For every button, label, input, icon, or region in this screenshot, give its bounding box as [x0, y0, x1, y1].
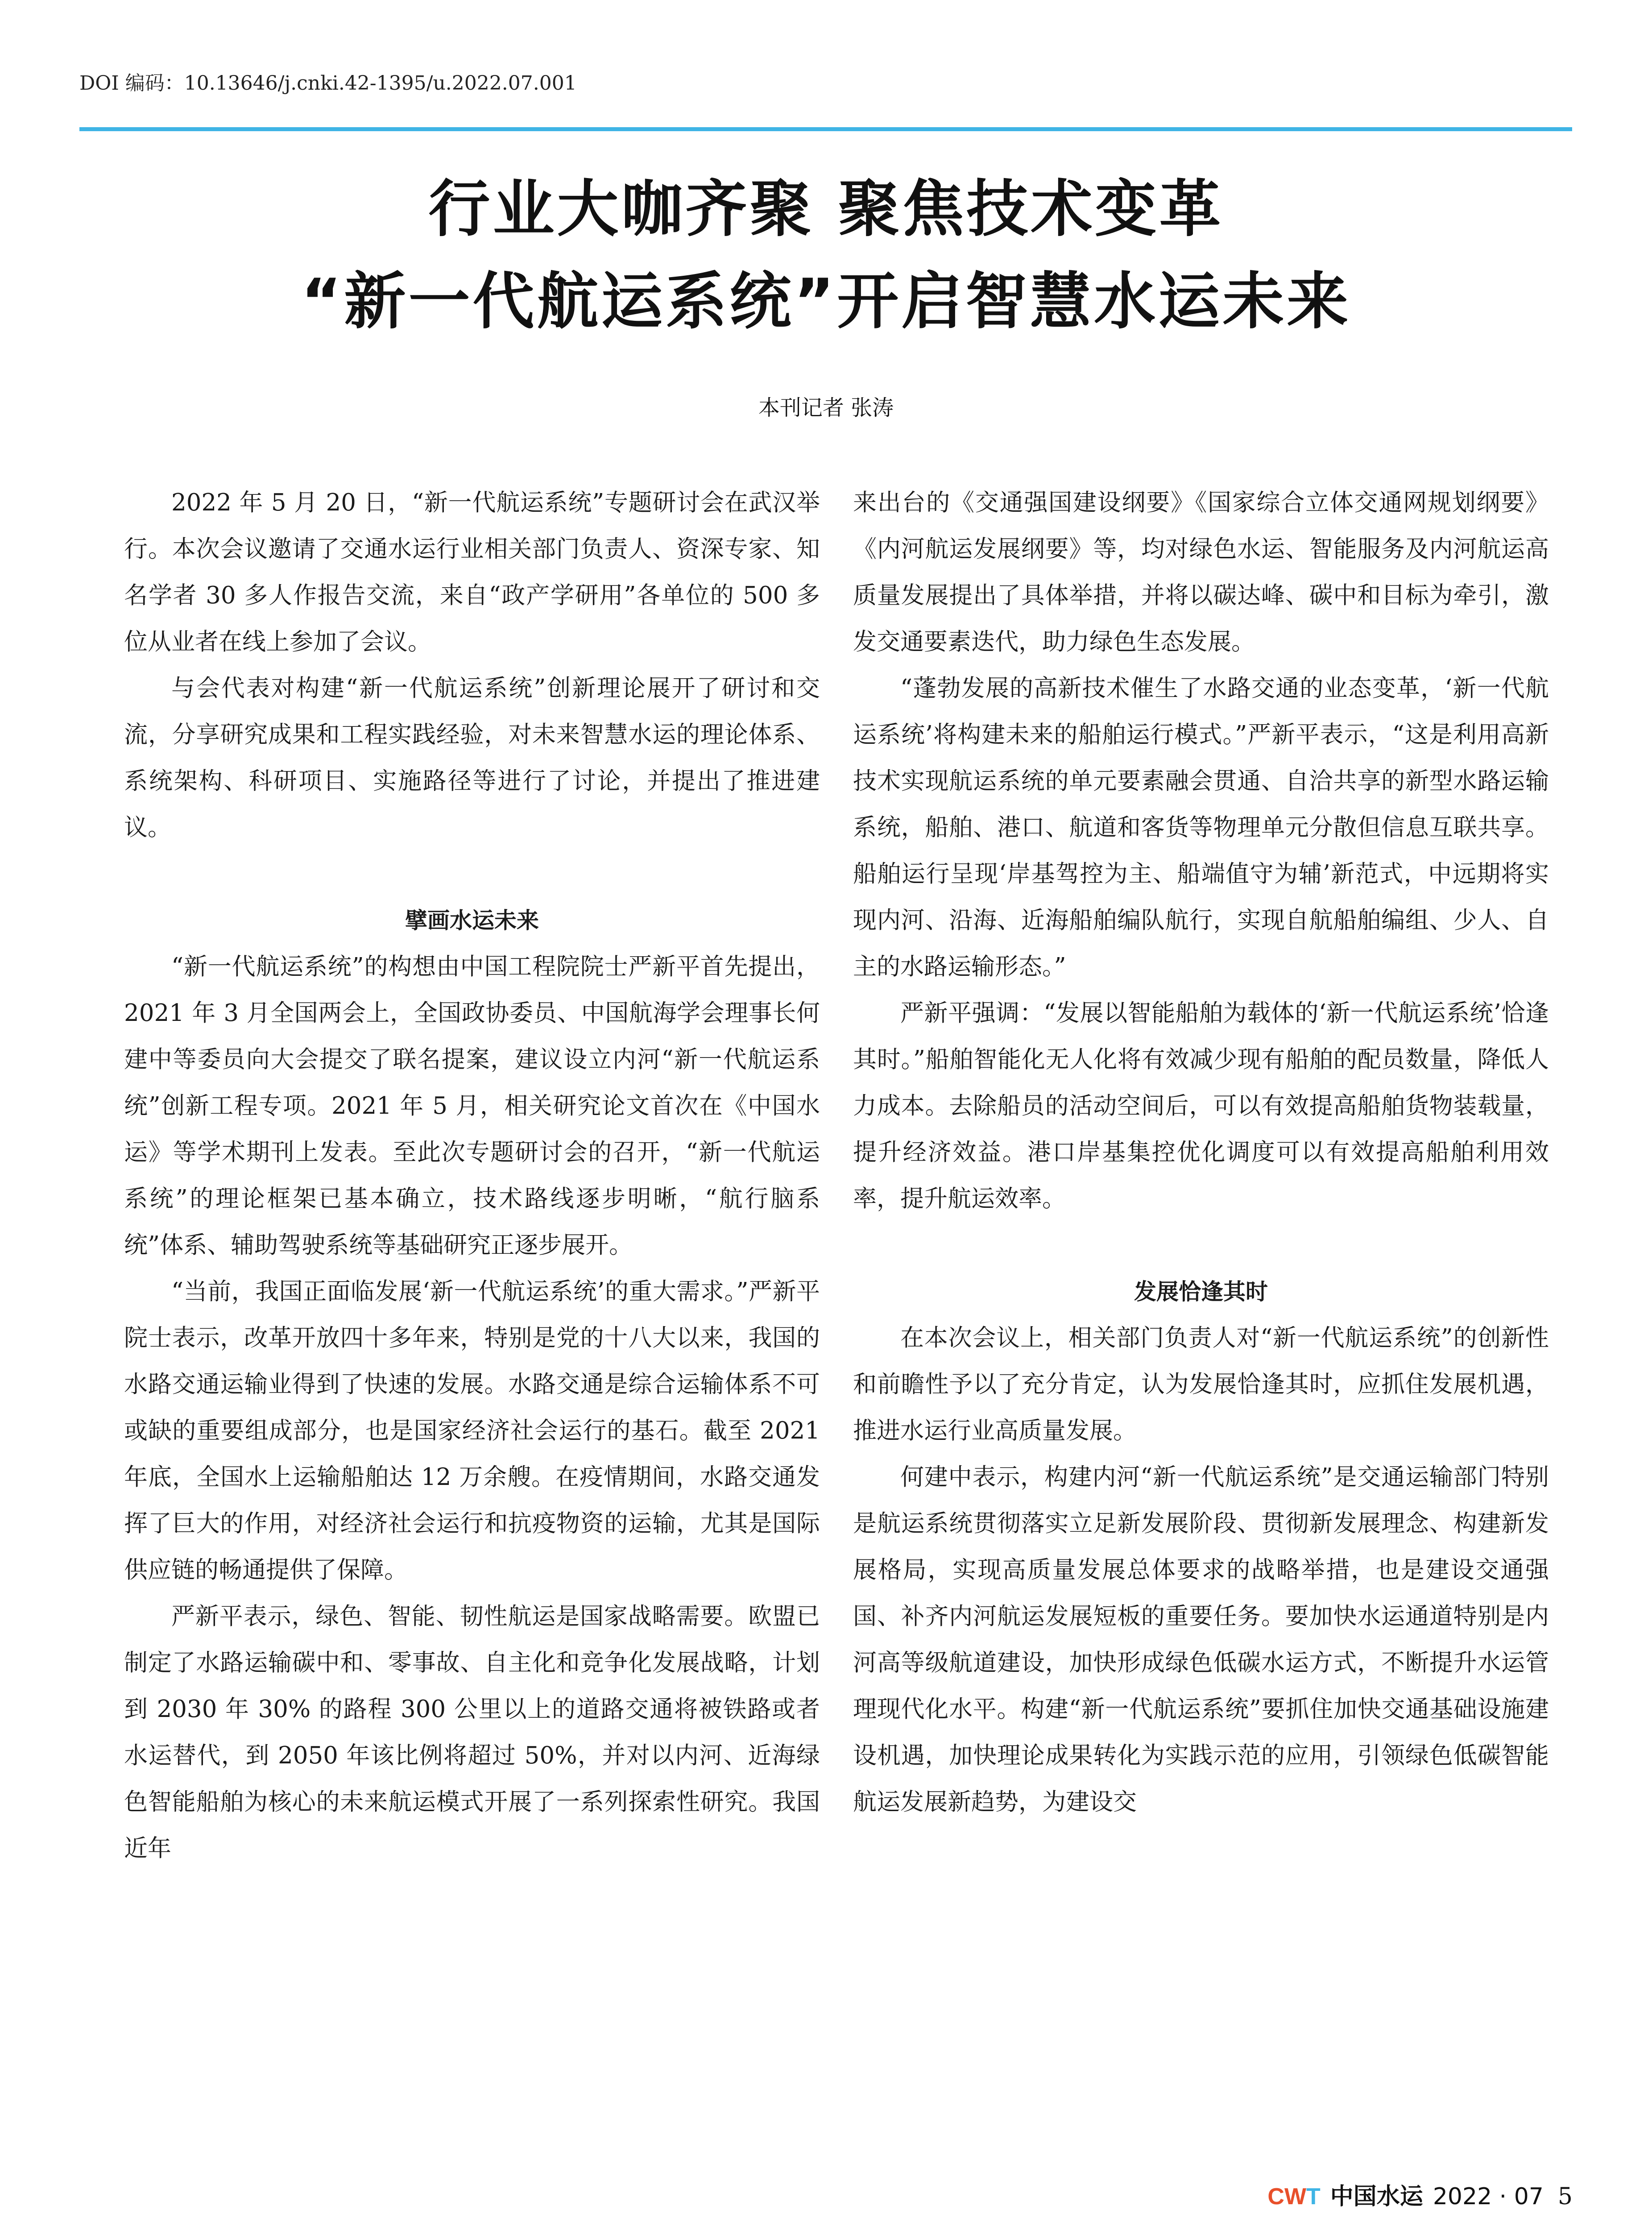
issue-number: 2022 · 07: [1433, 2183, 1544, 2210]
article-title-line2: “新一代航运系统”开启智慧水运未来: [301, 265, 1351, 337]
right-column: [853, 480, 1549, 1825]
paragraph: 来出台的《交通强国建设纲要》《国家综合立体交通网规划纲要》《内河航运发展纲要》等，均对绿色水运、智能服务及内河航运高质量发展提出了具体举措，并将以碳达峰、碳中和目标为牵引，激发交通要素迭代，助力绿色生态发展。: [853, 489, 1549, 655]
section-heading: 发展恰逢其时: [1134, 1279, 1268, 1305]
article-title-line1: 行业大咖齐聚 聚焦技术变革: [428, 173, 1224, 245]
paragraph: “当前，我国正面临发展‘新一代航运系统’的重大需求。”严新平院士表示，改革开放四十多年来，特别是党的十八大以来，我国的水路交通运输业得到了快速的发展。水路交通是综合运输体系不可或缺的重要组成部分，也是国家经济社会运行的基石。截至 2021 年底，全国水上运输船舶达 12 万余艘。在疫情期间，水路交通发挥了巨大的作用，对经济社会运行和抗疫物资的运输，尤其是国际供应链的畅通提供了保障。: [124, 1278, 820, 1584]
header-rule: [79, 127, 1572, 131]
section-spacer: [853, 1222, 1549, 1269]
section-heading: 擘画水运未来: [405, 908, 539, 933]
byline: 本刊记者 张涛: [758, 395, 894, 420]
paragraph: 在本次会议上，相关部门负责人对“新一代航运系统”的创新性和前瞻性予以了充分肯定，认为发展恰逢其时，应抓住发展机遇，推进水运行业高质量发展。: [853, 1324, 1549, 1444]
paragraph: “新一代航运系统”的构想由中国工程院院士严新平首先提出，2021 年 3 月全国两会上，全国政协委员、中国航海学会理事长何建中等委员向大会提交了联名提案，建议设立内河“新一代航运系统”创新工程专项。2021 年 5 月，相关研究论文首次在《中国水运》等学术期刊上发表。至此次专题研讨会的召开，“新一代航运系统”的理论框架已基本确立，技术路线逐步明晰，“航行脑系统”体系、辅助驾驶系统等基础研究正逐步展开。: [124, 953, 820, 1259]
page-number: 5: [1557, 2183, 1573, 2210]
paragraph: 严新平强调：“发展以智能船舶为载体的‘新一代航运系统’恰逢其时。”船舶智能化无人化将有效减少现有船舶的配员数量，降低人力成本。去除船员的活动空间后，可以有效提高船舶货物装载量，提升经济效益。港口岸基集控优化调度可以有效提高船舶利用效率，提升航运效率。: [853, 999, 1549, 1212]
doi-code: DOI 编码：10.13646/j.cnki.42-1395/u.2022.07.001: [79, 72, 577, 95]
cwt-logo: CWT: [1267, 2184, 1321, 2210]
paragraph: “蓬勃发展的高新技术催生了水路交通的业态变革，‘新一代航运系统’将构建未来的船舶运行模式。”严新平表示，“这是利用高新技术实现航运系统的单元要素融会贯通、自洽共享的新型水路运输系统，船舶、港口、航道和客货等物理单元分散但信息互联共享。船舶运行呈现‘岸基驾控为主、船端值守为辅’新范式，中远期将实现内河、沿海、近海船舶编队航行，实现自航船舶编组、少人、自主的水路运输形态。”: [853, 675, 1549, 980]
page-footer: [1267, 2177, 1573, 2211]
paragraph: 严新平表示，绿色、智能、韧性航运是国家战略需要。欧盟已制定了水路运输碳中和、零事故、自主化和竞争化发展战略，计划到 2030 年 30% 的路程 300 公里以上的道路交通将被铁路或者水运替代，到 2050 年该比例将超过 50%，并对以内河、近海绿色智能船舶为核心的未来航运模式开展了一系列探索性研究。我国近年: [124, 1603, 820, 1862]
paragraph: 何建中表示，构建内河“新一代航运系统”是交通运输部门特别是航运系统贯彻落实立足新发展阶段、贯彻新发展理念、构建新发展格局，实现高质量发展总体要求的战略举措，也是建设交通强国、补齐内河航运发展短板的重要任务。要加快水运通道特别是内河高等级航道建设，加快形成绿色低碳水运方式，不断提升水运管理现代化水平。构建“新一代航运系统”要抓住加快交通基础设施建设机遇，加快理论成果转化为实践示范的应用，引领绿色低碳智能航运发展新趋势，为建设交: [853, 1464, 1549, 1816]
magazine-name: 中国水运: [1330, 2183, 1423, 2210]
paragraph: 与会代表对构建“新一代航运系统”创新理论展开了研讨和交流，分享研究成果和工程实践经验，对未来智慧水运的理论体系、系统架构、科研项目、实施路径等进行了讨论，并提出了推进建议。: [124, 675, 820, 841]
left-column: [124, 480, 820, 1872]
paragraph: 2022 年 5 月 20 日，“新一代航运系统”专题研讨会在武汉举行。本次会议邀请了交通水运行业相关部门负责人、资深专家、知名学者 30 多人作报告交流，来自“政产学研用”各单位的 500 多位从业者在线上参加了会议。: [124, 489, 820, 655]
section-spacer: [124, 851, 820, 897]
